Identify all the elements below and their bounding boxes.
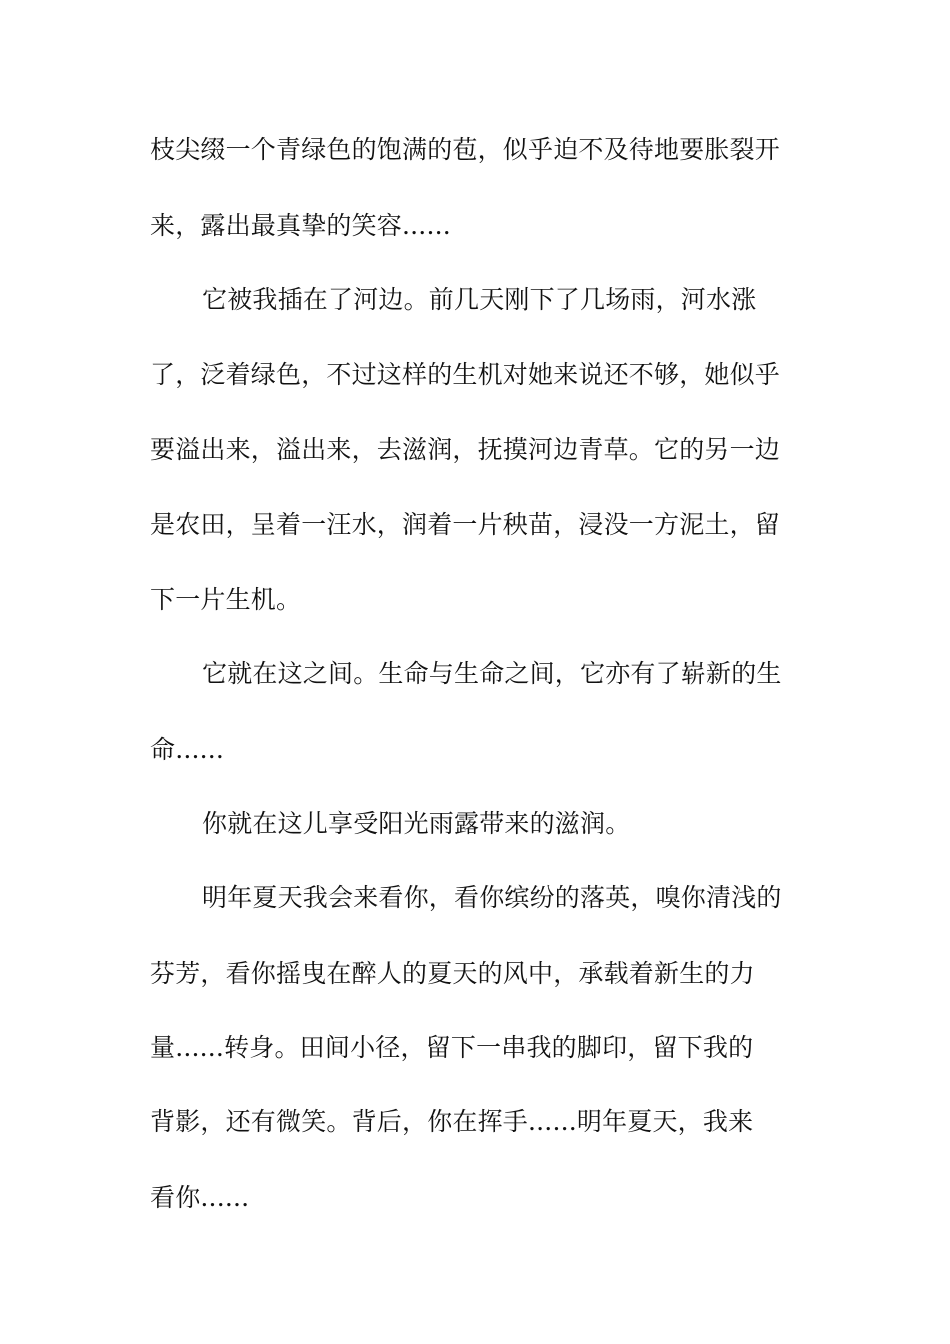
text-line: 芬芳，看你摇曳在醉人的夏天的风中，承载着新生的力: [150, 959, 755, 988]
text-line: 枝尖缀一个青绿色的饱满的苞，似乎迫不及待地要胀裂开: [150, 135, 781, 164]
paragraph-start-line: 你就在这儿享受阳光雨露带来的滋润。: [202, 809, 631, 838]
text-line: 要溢出来，溢出来，去滋润，抚摸河边青草。它的另一边: [150, 435, 781, 464]
paragraph-start-line: 它就在这之间。生命与生命之间，它亦有了崭新的生: [202, 659, 782, 688]
text-line: 命......: [150, 735, 225, 764]
paragraph-start-line: 它被我插在了河边。前几天刚下了几场雨，河水涨: [202, 285, 757, 314]
text-line: 了，泛着绿色，不过这样的生机对她来说还不够，她似乎: [150, 360, 781, 389]
text-line: 是农田，呈着一汪水，润着一片秧苗，浸没一方泥土，留: [150, 510, 781, 539]
text-line: 背影，还有微笑。背后，你在挥手......明年夏天，我来: [150, 1107, 754, 1136]
text-line: 来，露出最真挚的笑容......: [150, 211, 451, 240]
text-line: 量......转身。田间小径，留下一串我的脚印，留下我的: [150, 1033, 754, 1062]
text-line: 下一片生机。: [150, 585, 302, 614]
paragraph-start-line: 明年夏天我会来看你，看你缤纷的落英，嗅你清浅的: [202, 883, 782, 912]
text-line: 看你......: [150, 1183, 250, 1212]
